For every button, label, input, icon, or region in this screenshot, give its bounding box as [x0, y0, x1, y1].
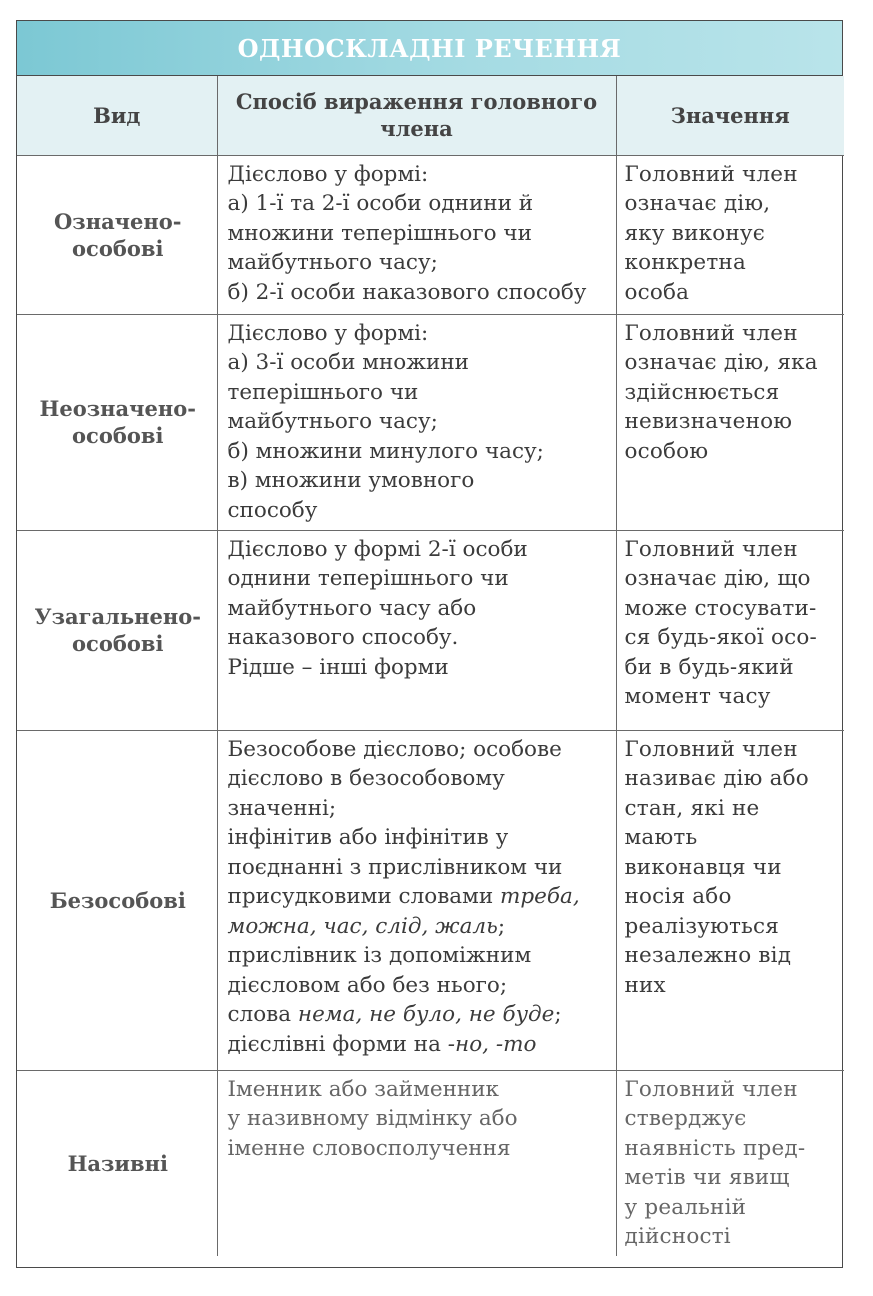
expression-line: прислівник із допоміжним: [227, 943, 532, 968]
kind-cell: [17, 155, 217, 314]
meaning-line: стан, які не: [624, 795, 760, 821]
header-kind: Вид: [17, 76, 217, 155]
expression-line: іменне словосполучення: [227, 1135, 511, 1161]
meaning-line: стверджує: [624, 1106, 747, 1131]
expression-line: в) множини умовного: [227, 468, 475, 493]
expression-line: Дієслово у формі:: [227, 320, 429, 346]
expression-text: ;: [554, 1002, 562, 1027]
expression-line: способу: [227, 497, 318, 523]
kind-label-part: Неозначено-: [39, 396, 196, 421]
meaning-cell: [616, 730, 844, 1070]
meaning-line: означає дію,: [624, 191, 771, 216]
meaning-line: називає дію або: [624, 766, 809, 791]
expression-line: у називному відмінку або: [227, 1106, 518, 1131]
meaning-line: Головний член: [624, 736, 798, 762]
expression-text: слова: [227, 1002, 292, 1027]
meaning-line: у реальній: [624, 1194, 747, 1220]
table-row: [17, 155, 844, 314]
expression-line: Іменник або займенник: [227, 1076, 499, 1102]
meaning-line: яку виконує: [624, 220, 766, 246]
kind-label-part: Означено-: [54, 208, 182, 234]
meaning-cell: [616, 314, 844, 530]
expression-line: [228, 1000, 608, 1030]
meaning-line: дійсності: [624, 1224, 731, 1249]
meaning-line: Головний член: [624, 320, 798, 346]
table-title: ОДНОСКЛАДНІ РЕЧЕННЯ: [17, 21, 842, 76]
meaning-line: момент часу: [624, 684, 771, 709]
expression-line: майбутнього часу або: [227, 595, 477, 621]
header-expression: Спосіб вираження головного члена: [217, 76, 616, 155]
table-row: [17, 530, 844, 730]
expression-line: майбутнього часу;: [227, 250, 438, 275]
expression-line: наказового способу.: [227, 625, 459, 650]
expression-cell: [217, 1070, 616, 1256]
expression-line: [228, 1030, 608, 1060]
expression-line: а) 1-ї та 2-ї особи однини й: [227, 191, 534, 216]
meaning-line: виконавця чи: [624, 854, 782, 880]
meaning-line: ся будь-якої осо-: [624, 625, 817, 650]
meaning-line: Головний член: [624, 161, 798, 187]
expression-line: а) 3-ї особи множини: [227, 350, 469, 375]
expression-line: Безособове дієслово; особове: [227, 736, 562, 762]
meaning-line: наявність пред-: [624, 1135, 806, 1161]
expression-text: присудковими словами: [227, 884, 494, 909]
expression-line: Рідше – інші форми: [227, 654, 449, 680]
kind-label-part: особові: [72, 235, 164, 261]
expression-cell: [217, 314, 616, 530]
meaning-line: особою: [624, 438, 709, 464]
expression-italic: -но, -то: [447, 1031, 537, 1057]
expression-italic: треба,: [500, 884, 580, 909]
expression-text: ;: [497, 913, 506, 939]
kind-cell: [17, 314, 217, 530]
meaning-cell: [616, 530, 844, 730]
meaning-line: невизначеною: [624, 409, 793, 434]
meaning-cell: [616, 155, 844, 314]
expression-cell: [217, 730, 616, 1070]
expression-line: майбутнього часу;: [227, 409, 438, 434]
expression-line: поєднанні з прислівником чи: [227, 854, 563, 880]
expression-line: б) множини минулого часу;: [227, 438, 544, 464]
meaning-line: означає дію, яка: [624, 350, 818, 375]
meaning-line: реалізуються: [624, 913, 780, 939]
meaning-line: метів чи явищ: [624, 1165, 790, 1190]
meaning-line: Головний член: [624, 536, 798, 562]
meaning-line: конкретна: [624, 250, 746, 275]
expression-line: Дієслово у формі:: [227, 161, 429, 187]
expression-line: дієсловом або без нього;: [227, 972, 508, 998]
meaning-line: здійснюється: [624, 379, 780, 405]
meaning-line: означає дію, що: [624, 566, 811, 591]
kind-label-part: особові: [72, 631, 164, 656]
expression-line: множини теперішнього чи: [227, 220, 532, 246]
meaning-line: них: [624, 972, 666, 998]
meaning-cell: [616, 1070, 844, 1256]
one-member-sentences-table: [17, 76, 844, 1256]
expression-line: [228, 882, 608, 912]
table-row: [17, 730, 844, 1070]
table-row: [17, 314, 844, 530]
kind-label-part: Узагальнено-: [34, 604, 201, 629]
expression-cell: [217, 530, 616, 730]
header-row: [17, 76, 844, 155]
expression-cell: [217, 155, 616, 314]
expression-line: однини теперішнього чи: [227, 566, 509, 591]
kind-label-part: особові: [72, 423, 164, 448]
meaning-line: би в будь-який: [624, 654, 794, 680]
expression-italic: можна, час, слід, жаль: [227, 913, 498, 939]
table-row: [17, 1070, 844, 1256]
grammar-table-sheet: [16, 20, 843, 1268]
kind-cell: [17, 530, 217, 730]
expression-italic: нема, не було, не буде: [297, 1002, 555, 1027]
meaning-line: особа: [624, 279, 690, 305]
expression-text: дієслівні форми на: [227, 1031, 441, 1057]
meaning-line: незалежно від: [624, 943, 792, 968]
header-meaning: Значення: [616, 76, 844, 155]
expression-line: інфінітив або інфінітив у: [227, 825, 509, 850]
expression-line: дієслово в безособовому: [227, 766, 505, 791]
expression-line: б) 2-ї особи наказового способу: [227, 279, 587, 305]
meaning-line: Головний член: [624, 1076, 798, 1102]
meaning-line: може стосувати-: [624, 595, 817, 621]
expression-line: Дієслово у формі 2-ї особи: [227, 536, 528, 562]
expression-line: значенні;: [227, 795, 337, 821]
kind-cell: Називні: [17, 1070, 217, 1256]
expression-line: теперішнього чи: [227, 379, 419, 405]
kind-cell: Безособові: [17, 730, 217, 1070]
meaning-line: мають: [624, 825, 698, 850]
meaning-line: носія або: [624, 884, 732, 909]
expression-line: [228, 912, 608, 942]
